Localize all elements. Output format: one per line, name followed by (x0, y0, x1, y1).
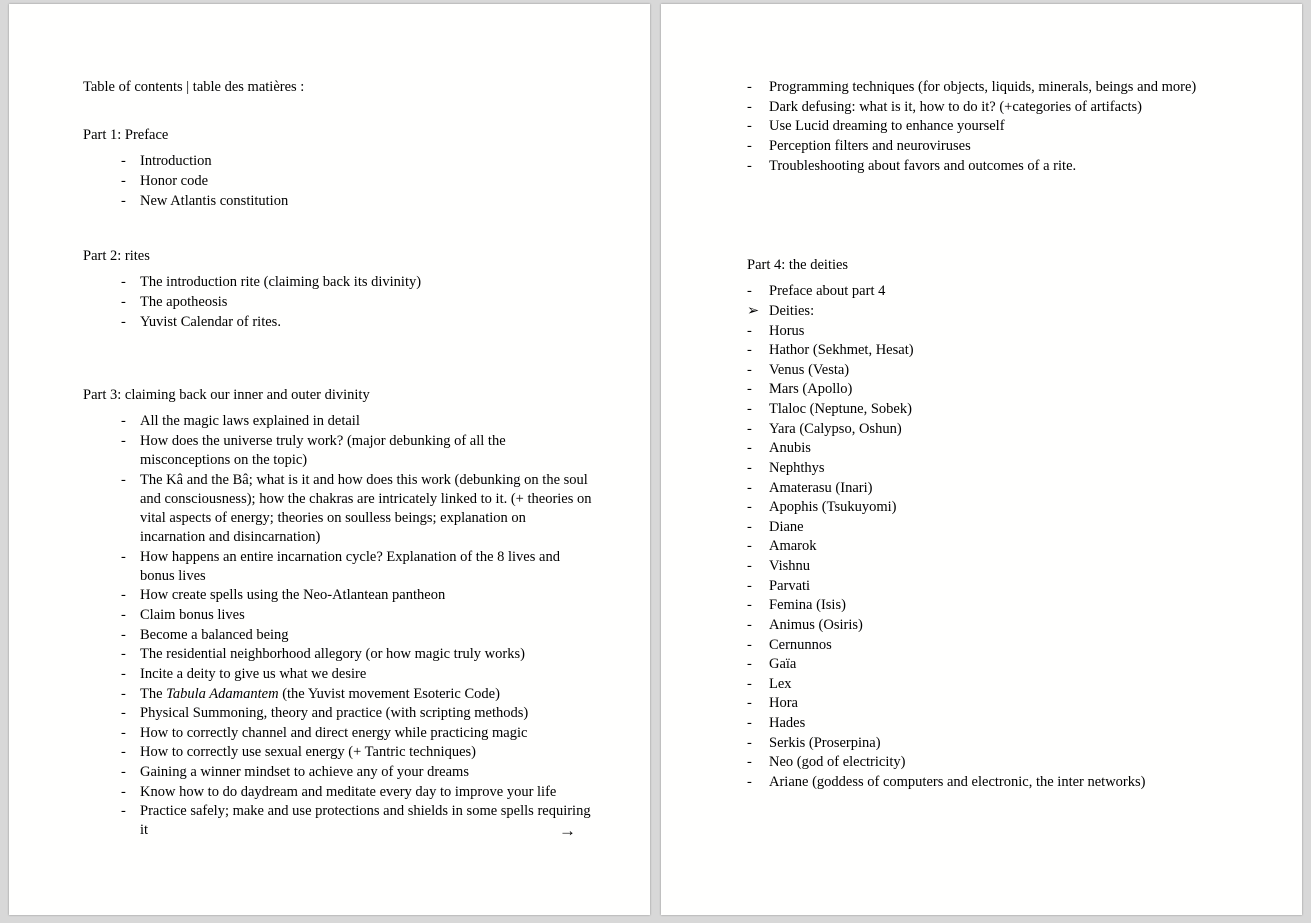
list-item (747, 773, 1242, 792)
list-item (121, 743, 592, 762)
list-item (747, 78, 1242, 97)
list-item (121, 685, 592, 704)
list-item-label: Lex (769, 675, 792, 692)
list-item (747, 137, 1242, 156)
list-item-label: The residential neighborhood allegory (or how magic truly works) (140, 646, 525, 663)
list-bullet-icon: - (747, 715, 752, 731)
list-item-label: Perception filters and neuroviruses (769, 137, 971, 154)
list-item-label: Diane (769, 518, 804, 535)
list-bullet-icon: - (121, 705, 126, 722)
list-item (121, 548, 592, 586)
section-list-part4 (747, 282, 1242, 792)
page-right (661, 4, 1302, 915)
list-item-label: Physical Summoning, theory and practice (with scripting methods) (140, 705, 529, 722)
list-item-label: Amarok (769, 538, 817, 555)
list-bullet-icon: - (121, 607, 126, 623)
section-title-part2: Part 2: rites (83, 248, 150, 265)
list-item-label: Femina (Isis) (769, 597, 846, 614)
list-item (747, 753, 1242, 772)
list-item (747, 439, 1242, 458)
list-item (747, 157, 1242, 176)
list-item-label: Venus (Vesta) (769, 361, 850, 378)
list-item (121, 412, 592, 431)
list-item-label: Yuvist Calendar of rites. (140, 313, 281, 330)
list-bullet-icon: - (747, 118, 752, 135)
list-item (121, 273, 592, 292)
list-item-label: Nephthys (769, 459, 825, 476)
list-item (747, 361, 1242, 380)
list-item (121, 724, 592, 743)
section-title-part3: Part 3: claiming back our inner and outer divinity (83, 387, 370, 404)
list-item (121, 606, 592, 625)
list-item-label: Become a balanced being (140, 626, 289, 643)
list-item-label: Dark defusing: what is it, how to do it? (+categories of artifacts) (769, 98, 1142, 115)
list-bullet-icon: - (747, 656, 752, 673)
list-item-label: Programming techniques (for objects, liquids, minerals, beings and more) (769, 79, 1197, 95)
list-item-label: Tlaloc (Neptune, Sobek) (769, 401, 912, 417)
list-item-label: The Kâ and the Bâ; what is it and how does this work (debunking on the soul and consciousness); how the chakras are intricately linked to it. (+ theories on vital aspects of energy; theories on soulless beings; explanation on incarnation and disincarnation) (140, 471, 592, 545)
list-item-label: Honor code (140, 172, 209, 189)
list-bullet-icon: - (747, 361, 752, 378)
list-item-label: All the magic laws explained in detail (140, 413, 360, 430)
list-item-label: Claim bonus lives (140, 607, 245, 623)
list-bullet-icon: - (747, 754, 752, 771)
list-bullet-icon: - (747, 401, 752, 417)
list-item (747, 98, 1242, 117)
list-bullet-icon: - (747, 342, 752, 359)
list-item-label: Serkis (Proserpina) (769, 734, 881, 751)
list-item (121, 192, 592, 211)
list-bullet-icon: - (121, 665, 126, 682)
list-bullet-icon: - (747, 695, 752, 712)
list-item (121, 471, 592, 548)
list-item-label: Practice safely; make and use protections and shields in some spells requiring it (140, 803, 591, 839)
list-item-label: Amaterasu (Inari) (769, 479, 873, 496)
list-item (747, 577, 1242, 596)
list-item (747, 498, 1242, 517)
next-page-arrow-icon: → (559, 821, 576, 840)
list-bullet-icon: - (747, 98, 752, 115)
list-bullet-icon: - (121, 432, 126, 449)
list-item (747, 400, 1242, 419)
list-item-label: Use Lucid dreaming to enhance yourself (769, 118, 1005, 135)
list-bullet-icon: - (747, 538, 752, 555)
section-list-part3 (83, 412, 592, 840)
list-item-label: How happens an entire incarnation cycle? Explanation of the 8 lives and bonus lives (140, 548, 560, 584)
list-item-label: The apotheosis (140, 293, 228, 310)
list-bullet-icon: - (747, 734, 752, 751)
list-bullet-icon: - (121, 274, 126, 291)
list-bullet-icon: - (121, 646, 126, 663)
list-bullet-icon: - (747, 616, 752, 633)
list-item-label: Incite a deity to give us what we desire (140, 665, 367, 682)
list-item (747, 714, 1242, 733)
list-item-label: How create spells using the Neo-Atlantean pantheon (140, 587, 446, 604)
list-item (747, 636, 1242, 655)
list-bullet-icon: - (747, 440, 752, 457)
list-item-label: Deities: (769, 302, 815, 319)
list-bullet-icon: - (121, 803, 126, 820)
list-bullet-icon: - (747, 283, 752, 300)
list-bullet-icon: ➢ (747, 302, 760, 319)
list-bullet-icon: - (747, 479, 752, 496)
section-list-part1 (83, 152, 592, 210)
list-item-label: Know how to do daydream and meditate every day to improve your life (140, 783, 557, 800)
list-item (747, 694, 1242, 713)
list-item (747, 341, 1242, 360)
section-list-part2 (83, 273, 592, 331)
list-bullet-icon: - (747, 636, 752, 653)
list-item (747, 734, 1242, 753)
list-bullet-icon: - (121, 471, 126, 488)
list-bullet-icon: - (747, 381, 752, 398)
list-item (747, 675, 1242, 694)
list-item (747, 537, 1242, 556)
list-item (747, 518, 1242, 537)
list-bullet-icon: - (121, 153, 126, 170)
list-bullet-icon: - (747, 558, 752, 574)
list-item-label: Vishnu (769, 558, 811, 574)
list-bullet-icon: - (747, 675, 752, 692)
list-item-label: Animus (Osiris) (769, 616, 863, 633)
list-item-label: How to correctly use sexual energy (+ Tantric techniques) (140, 744, 476, 761)
list-item-label: Hathor (Sekhmet, Hesat) (769, 342, 914, 359)
list-item (747, 302, 1242, 321)
list-bullet-icon: - (121, 744, 126, 761)
list-item-label: Hora (769, 695, 798, 712)
page-title: Table of contents | table des matières : (83, 79, 305, 95)
list-bullet-icon: - (747, 518, 752, 535)
list-item (121, 152, 592, 171)
list-bullet-icon: - (747, 322, 752, 339)
list-item (747, 322, 1242, 341)
list-item-label: How to correctly channel and direct energy while practicing magic (140, 724, 528, 741)
list-item (121, 704, 592, 723)
list-item-label: Ariane (goddess of computers and electronic, the inter networks) (769, 773, 1146, 790)
list-item (121, 313, 592, 332)
list-item-label: Cernunnos (769, 636, 832, 653)
list-item (121, 645, 592, 664)
list-bullet-icon: - (121, 626, 126, 643)
list-bullet-icon: - (121, 587, 126, 604)
list-item-label: Mars (Apollo) (769, 381, 853, 398)
list-bullet-icon: - (747, 597, 752, 614)
list-item (121, 172, 592, 191)
list-item (747, 655, 1242, 674)
list-item-label: How does the universe truly work? (major debunking of all the misconceptions on the topic) (140, 432, 506, 468)
list-item-label: Preface about part 4 (769, 283, 886, 300)
list-bullet-icon: - (121, 548, 126, 565)
list-item-label: Yara (Calypso, Oshun) (769, 420, 902, 437)
list-item (121, 432, 592, 470)
list-item (121, 763, 592, 782)
list-item (121, 665, 592, 684)
list-bullet-icon: - (121, 413, 126, 430)
list-item (121, 293, 592, 312)
list-item (747, 282, 1242, 301)
list-item (121, 626, 592, 645)
list-bullet-icon: - (121, 293, 126, 310)
list-bullet-icon: - (747, 773, 752, 790)
list-item-label: Hades (769, 715, 806, 731)
list-item (747, 557, 1242, 576)
list-bullet-icon: - (747, 137, 752, 154)
list-item-label: New Atlantis constitution (140, 192, 289, 209)
list-item-label: Gaining a winner mindset to achieve any of your dreams (140, 764, 469, 780)
list-bullet-icon: - (121, 685, 126, 702)
list-item (121, 802, 592, 840)
list-item (747, 420, 1242, 439)
list-bullet-icon: - (747, 157, 752, 174)
list-item (747, 380, 1242, 399)
list-item (121, 783, 592, 802)
emphasis-text: Tabula Adamantem (166, 685, 279, 702)
list-item-label: Parvati (769, 577, 811, 594)
list-item (747, 479, 1242, 498)
list-item-label: Horus (769, 322, 805, 339)
section-title-part1: Part 1: Preface (83, 127, 169, 144)
list-item-label: Apophis (Tsukuyomi) (769, 499, 897, 516)
list-item-label: The Tabula Adamantem (the Yuvist movement Esoteric Code) (140, 685, 500, 702)
list-item-label: Troubleshooting about favors and outcomes of a rite. (769, 157, 1077, 174)
list-bullet-icon: - (121, 313, 126, 330)
list-item-label: Neo (god of electricity) (769, 754, 906, 771)
list-item-label: Anubis (769, 440, 811, 457)
list-item (747, 117, 1242, 136)
list-item (747, 616, 1242, 635)
list-item-label: The introduction rite (claiming back its divinity) (140, 274, 422, 291)
list-bullet-icon: - (121, 783, 126, 800)
section-title-part4: Part 4: the deities (747, 257, 849, 274)
list-item (747, 459, 1242, 478)
list-bullet-icon: - (747, 459, 752, 476)
list-bullet-icon: - (747, 420, 752, 437)
list-bullet-icon: - (121, 724, 126, 741)
list-bullet-icon: - (121, 192, 126, 209)
list-item (121, 586, 592, 605)
list-bullet-icon: - (121, 764, 126, 780)
list-bullet-icon: - (121, 172, 126, 189)
list-item-label: Introduction (140, 153, 212, 170)
list-bullet-icon: - (747, 499, 752, 516)
list-bullet-icon: - (747, 79, 752, 95)
list-item (747, 596, 1242, 615)
page-left (9, 4, 650, 915)
list-item-label: Gaïa (769, 656, 797, 673)
continued-list-part3 (747, 78, 1242, 176)
list-bullet-icon: - (747, 577, 752, 594)
